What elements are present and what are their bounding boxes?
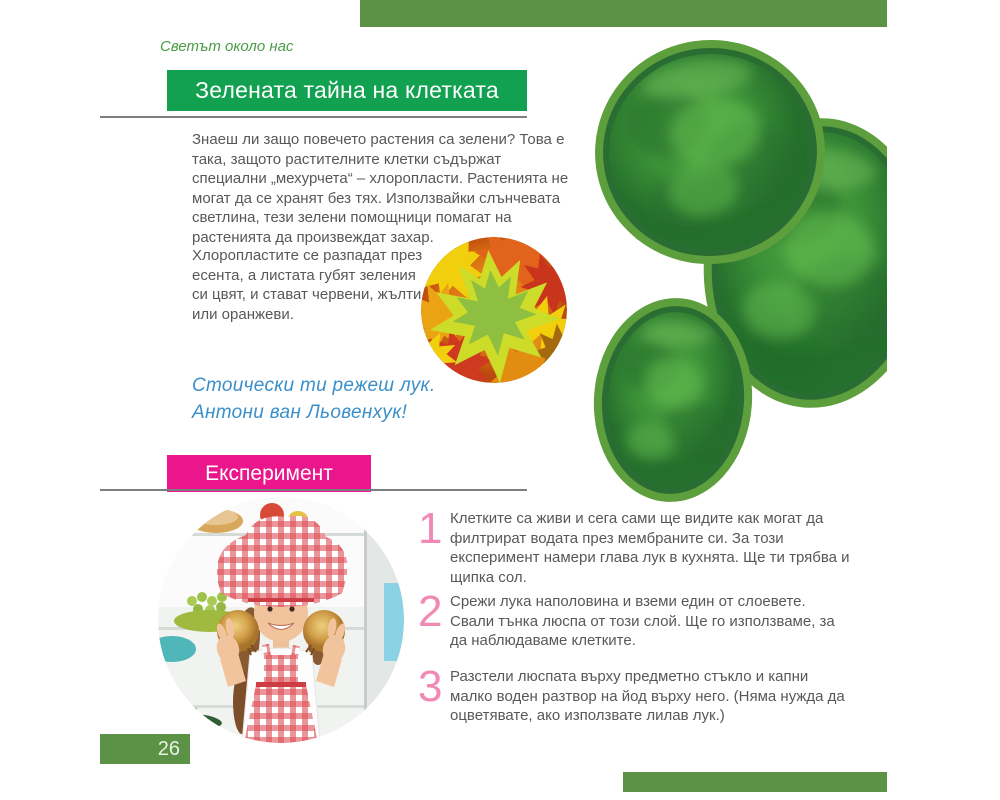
quote-line-2: Антони ван Льовенхук! — [192, 402, 408, 423]
handwritten-quote — [192, 372, 435, 426]
step-number: 1 — [418, 504, 443, 553]
step-text: Разстели люспата върху предметно стъкло и капни малко воден разтвор на йод върху него. (Няма нужда да оцветявате, ако използвате лилав лук.) — [450, 668, 845, 724]
experiment-step-3 — [418, 662, 850, 726]
series-label: Светът около нас — [160, 38, 294, 55]
top-decorative-bar — [360, 0, 887, 27]
page-number: 26 — [100, 734, 190, 764]
girl-with-onions-photo — [158, 497, 404, 743]
step-text: Срежи лука наполовина и вземи един от слоевете. Свали тънка люспа от този слой. Ще го използваме, за да наблюдаваме клетките. — [450, 593, 835, 649]
experiment-step-2 — [418, 587, 850, 651]
experiment-banner: Експеримент — [167, 455, 371, 492]
step-number: 3 — [418, 662, 443, 711]
step-text: Клетките са живи и сега сами ще видите как могат да филтрират водата през мембраните си. За този експеримент намери глава лук в кухнята. Ще ти трябва и щипка сол. — [450, 510, 850, 586]
divider-line — [100, 116, 527, 118]
autumn-paragraph: Хлоропластите се разпадат през есента, а листата губят зеления си цвят, и стават червени, жълти или оранжеви. — [192, 247, 423, 323]
divider-line — [100, 489, 527, 491]
bottom-decorative-bar — [623, 772, 887, 792]
autumn-leaves-illustration — [421, 237, 567, 383]
quote-line-1: Стоически ти режеш лук. — [192, 375, 436, 396]
intro-paragraph: Знаеш ли защо повечето растения са зелени? Това е така, защото растителните клетки съдържат специални „мехурчета“ – хлоропласти. Растенията не могат да се хранят без тях. Използвайки слънчевата светлина, тези зелени помощници помагат на растенията да произвеждат захар. — [192, 131, 569, 246]
chapter-title-banner: Зелената тайна на клетката — [167, 70, 527, 111]
plant-cells-illustration — [588, 38, 887, 508]
plant-cells-svg — [588, 38, 887, 508]
autumn-leaves-photo — [421, 237, 567, 383]
experiment-step-1 — [418, 504, 850, 587]
girl-with-onions-illustration — [158, 497, 404, 743]
step-number: 2 — [418, 587, 443, 636]
